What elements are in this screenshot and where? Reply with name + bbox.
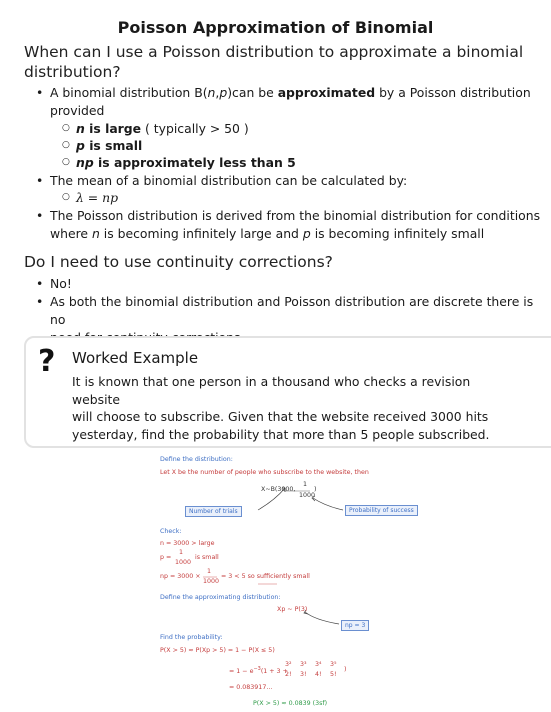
bullet-text-line2: where n is becoming infinitely large and p is becoming infinitely small [50, 226, 485, 241]
heading-line: distribution? [24, 63, 121, 81]
sub-bullet-np: ○ np is approximately less than 5 [62, 154, 296, 172]
x-frac-den: 1000 [299, 492, 316, 499]
p-frac-den: 1000 [175, 559, 192, 566]
define-distribution-label: Define the distribution: [160, 456, 233, 463]
section-heading-continuity: Do I need to use continuity corrections? [24, 253, 333, 271]
check-label: Check: [160, 528, 182, 535]
x-close: ) [314, 486, 317, 493]
term-1-num: 3² [285, 661, 292, 668]
sub-bullet-n-large: ○ n is large ( typically > 50 ) [62, 120, 249, 138]
section-heading-when [24, 42, 523, 82]
bullet-discrete: • As both the binomial distribution and Poisson distribution are discrete there is no [36, 293, 546, 347]
bullet-no: • No! [36, 275, 546, 293]
term-4-num: 3⁵ [330, 661, 337, 668]
np-frac-num: 1 [207, 568, 212, 575]
find-probability-label: Find the probability: [160, 634, 223, 641]
term-4-den: 5! [330, 671, 337, 678]
final-answer: P(X > 5) ≈ 0.0839 (3sf) [253, 700, 328, 707]
let-x-text: Let X be the number of people who subscribe to the website, then [160, 469, 369, 476]
xp-distribution: Xp ~ P(3) [277, 606, 308, 613]
question-mark-icon: ? [38, 344, 56, 379]
term-1-den: 2! [285, 671, 292, 678]
sub-bullet-lambda: ○ λ = np [62, 189, 118, 207]
trials-tag: Number of trials [185, 506, 242, 517]
probability-tag: Probability of success [345, 505, 418, 516]
p-small-pre: p = [160, 554, 172, 561]
p-frac-num: 1 [179, 549, 184, 556]
bullet-binomial-approx [36, 84, 546, 120]
bullet-text: • The mean of a binomial distribution can be calculated by: [50, 173, 408, 188]
bullet-text: • The Poisson distribution is derived from the binomial distribution for conditions [50, 208, 541, 223]
probability-line-2-close: ) [344, 666, 347, 673]
p-small-post: is small [195, 554, 219, 561]
n-large-text: n = 3000 > large [160, 540, 215, 547]
x-distribution: X~B(3000, [261, 486, 296, 493]
np-tag: np = 3 [341, 620, 369, 631]
bullet-text-line2: provided [50, 103, 105, 118]
define-approx-label: Define the approximating distribution: [160, 594, 281, 601]
heading-line: When can I use a Poisson distribution to approximate a binomial [24, 43, 524, 61]
term-2-num: 3³ [300, 661, 307, 668]
bullet-poisson-derived [36, 207, 546, 243]
probability-line-1: P(X > 5) ≈ P(Xp > 5) = 1 − P(X ≤ 5) [160, 647, 275, 654]
x-frac-num: 1 [303, 481, 308, 488]
np-pre: np = 3000 × [160, 573, 201, 580]
worked-example-title: Worked Example [72, 349, 199, 367]
bullet-text: • A binomial distribution B(n,p)can be approximated by a Poisson distribution [50, 85, 531, 100]
np-frac-den: 1000 [203, 578, 220, 585]
worked-solution [155, 450, 455, 712]
worked-example-question: It is known that one person in a thousand who checks a revision website will choose to subscribe. Given that the website received 3000 hits yesterday, find the probability that more than 5 people subscribed. [72, 374, 490, 442]
probability-line-2: = $1 - e^{-3}(1 + 3$ + [229, 666, 288, 676]
bullet-mean [36, 172, 546, 190]
page-title: Poisson Approximation of Binomial [117, 18, 434, 37]
term-3-den: 4! [315, 671, 322, 678]
sub-bullet-p-small: ○ p is small [62, 137, 142, 155]
np-post: = 3 < 5 so sufficiently small [221, 573, 310, 580]
term-3-num: 3⁴ [315, 661, 322, 668]
term-2-den: 3! [300, 671, 307, 678]
probability-line-3: = 0.083917... [229, 684, 273, 691]
